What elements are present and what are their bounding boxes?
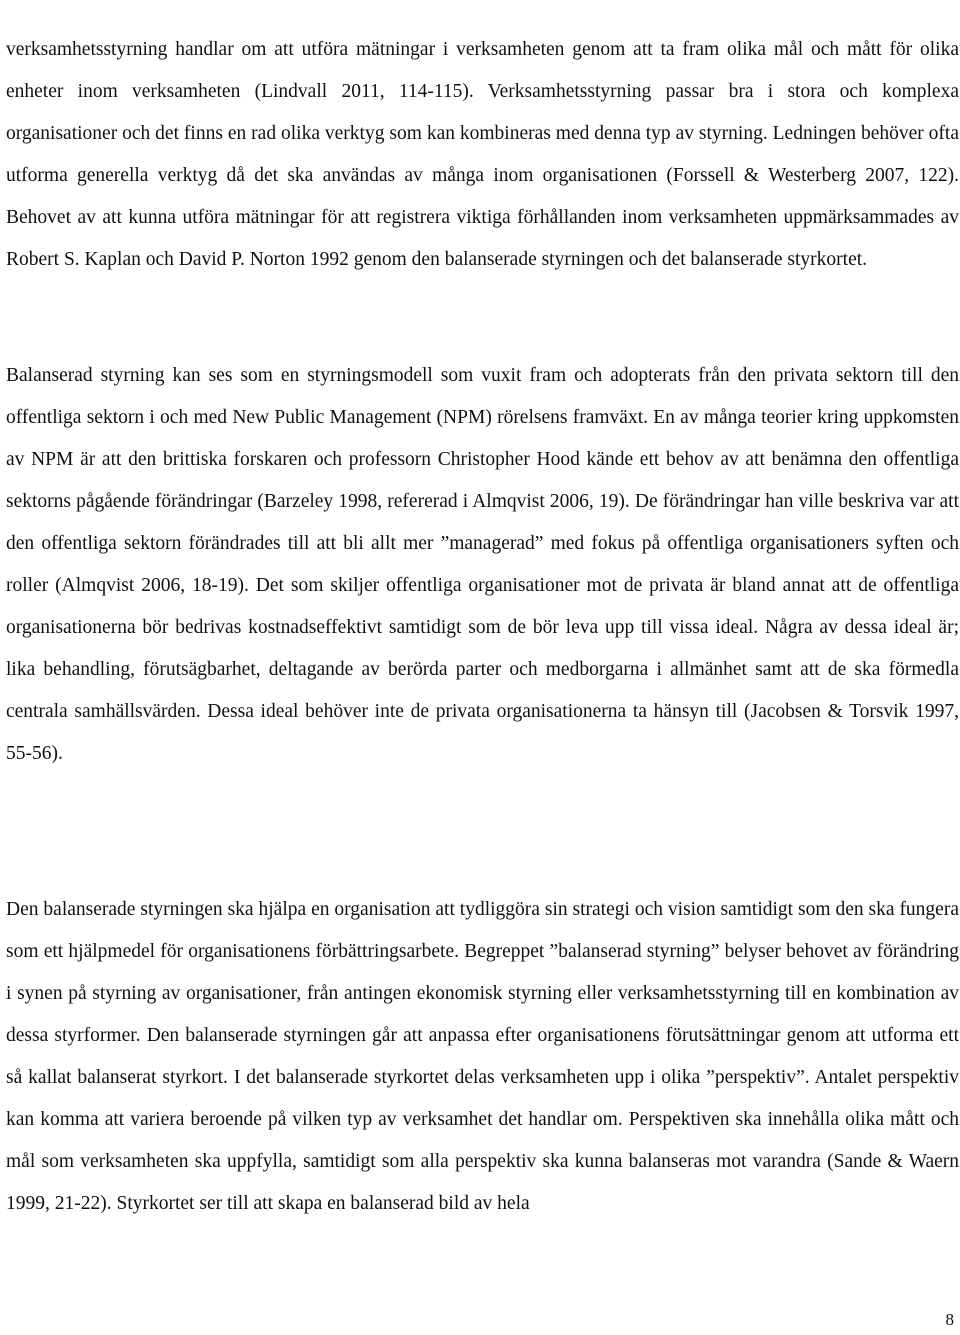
paragraph-2: Balanserad styrning kan ses som en styrningsmodell som vuxit fram och adopterats från den privata sektorn till den offentliga sektorn i och med New Public Management (NPM) rörelsens framväxt. En av många teorier kring uppkomsten av NPM är att den brittiska forskaren och professorn Christopher Hood kände ett behov av att benämna den offentliga sektorns pågående förändringar (Barzeley 1998, refererad i Almqvist 2006, 19). De förändringar han ville beskriva var att den offentliga sektorn förändrades till att bli allt mer ”managerad” med fokus på offentliga organisationers syften och roller (Almqvist 2006, 18-19). Det som skiljer offentliga organisationer mot de privata är bland annat att de offentliga organisationerna bör bedrivas kostnadseffektivt samtidigt som de bör leva upp till vissa ideal. Några av dessa ideal är; lika behandling, förutsägbarhet, deltagande av berörda parter och medborgarna i allmänhet samt att de ska förmedla centrala samhällsvärden. Dessa ideal behöver inte de privata organisationerna ta hänsyn till (Jacobsen & Torsvik 1997, 55-56). xyxy=(6,365,959,764)
page-number: 8 xyxy=(945,1310,954,1329)
paragraph-3: Den balanserade styrningen ska hjälpa en organisation att tydliggöra sin strategi och vision samtidigt som den ska fungera som ett hjälpmedel för organisationens förbättringsarbete. Begreppet ”balanserad styrning” belyser behovet av förändring i synen på styrning av organisationer, från antingen ekonomisk styrning eller verksamhetsstyrning till en kombination av dessa styrformer. Den balanserade styrningen går att anpassa efter organisationens förutsättningar genom att utforma ett så kallat balanserat styrkort. I det balanserade styrkortet delas verksamheten upp i olika ”perspektiv”. Antalet perspektiv kan komma att variera beroende på vilken typ av verksamhet det handlar om. Perspektiven ska innehålla olika mått och mål som verksamheten ska uppfylla, samtidigt som alla perspektiv ska kunna balanseras mot varandra (Sande & Waern 1999, 21-22). Styrkortet ser till att skapa en balanserad bild av hela xyxy=(6,899,959,1214)
paragraph-1: verksamhetsstyrning handlar om att utföra mätningar i verksamheten genom att ta fram olika mål och mått för olika enheter inom verksamheten (Lindvall 2011, 114-115). Verksamhetsstyrning passar bra i stora och komplexa organisationer och det finns en rad olika verktyg som kan kombineras med denna typ av styrning. Ledningen behöver ofta utforma generella verktyg då det ska användas av många inom organisationen (Forssell & Westerberg 2007, 122). Behovet av att kunna utföra mätningar för att registrera viktiga förhållanden inom verksamheten uppmärksammades av Robert S. Kaplan och David P. Norton 1992 genom den balanserade styrningen och det balanserade styrkortet. xyxy=(6,39,959,270)
